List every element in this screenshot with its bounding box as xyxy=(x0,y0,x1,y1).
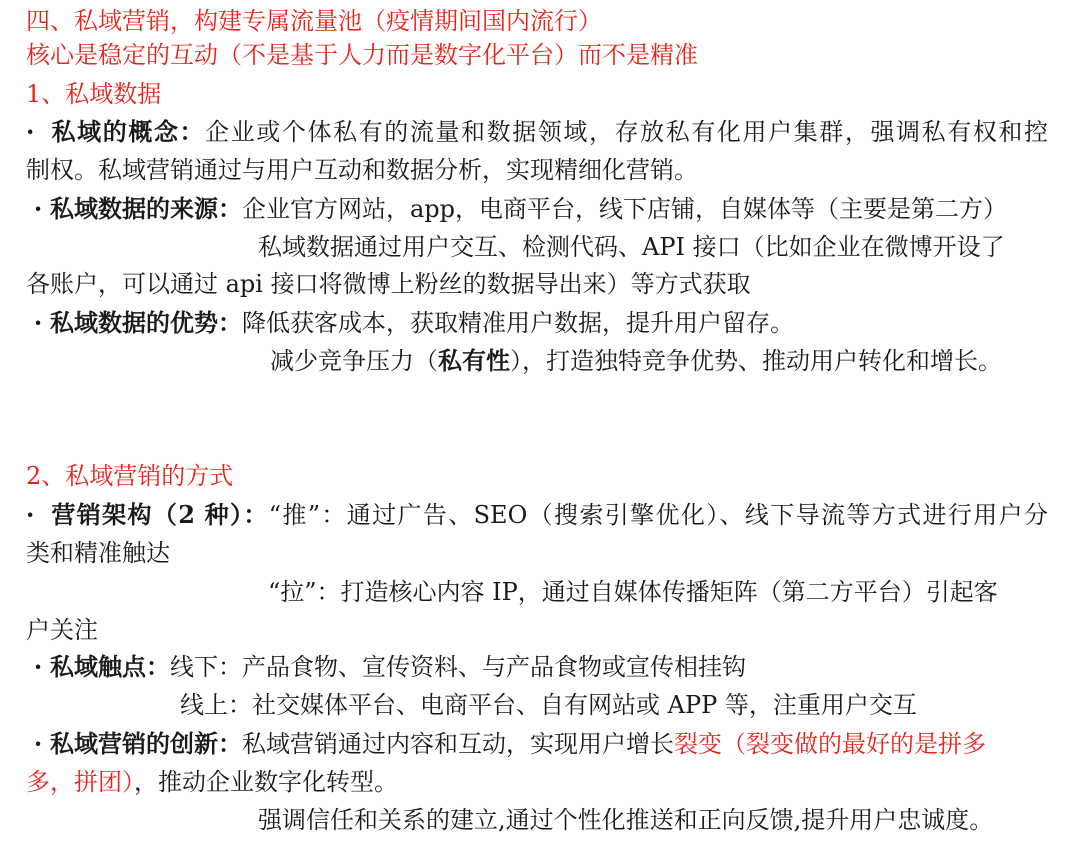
advantages-line2 xyxy=(270,342,1002,380)
architecture-line1 xyxy=(26,496,1048,534)
bullet-icon: · xyxy=(33,308,43,337)
touchpoints-offline: 线下：产品食物、宣传资料、与产品食物或宣传相挂钩 xyxy=(170,653,746,681)
subsection-1-title: 1、私域数据 xyxy=(26,80,162,108)
innovation-label: 私域营销的创新： xyxy=(50,729,242,758)
bullet-icon: · xyxy=(33,194,43,223)
innovation-line1 xyxy=(26,725,986,763)
touchpoints-label: 私域触点： xyxy=(50,652,170,681)
sources-text-3: 各账户，可以通过 api 接口将微博上粉丝的数据导出来）等方式获取 xyxy=(26,270,751,298)
advantages-label: 私域数据的优势： xyxy=(50,308,242,337)
pull-text-1: “拉”：打造核心内容 IP，通过自媒体传播矩阵（第二方平台）引起客 xyxy=(268,578,998,606)
advantages-text-2-bold: 私有性 xyxy=(438,346,510,375)
innovation-text-1a: 私域营销通过内容和互动，实现用户增长 xyxy=(242,730,674,758)
sources-text-1: 企业官方网站，app，电商平台，线下店铺，自媒体等（主要是第二方） xyxy=(242,195,1008,223)
touchpoints-line1 xyxy=(26,648,746,686)
advantages-line1 xyxy=(26,304,794,342)
bullet-icon: · xyxy=(26,500,35,529)
subsection-2-title: 2、私域营销的方式 xyxy=(26,462,234,490)
advantages-text-2b: ），打造独特竞争优势、推动用户转化和增长。 xyxy=(510,347,1002,375)
section-4-title: 四、私域营销，构建专属流量池（疫情期间国内流行） xyxy=(26,7,602,35)
advantages-text-1: 降低获客成本，获取精准用户数据，提升用户留存。 xyxy=(242,309,794,337)
architecture-justify xyxy=(26,496,1048,534)
concept-label: 私域的概念： xyxy=(50,117,206,146)
sources-text-2: 私域数据通过用户交互、检测代码、API 接口（比如企业在微博开设了 xyxy=(258,233,1005,261)
concept-paragraph-line1 xyxy=(26,113,1048,151)
core-note: 核心是稳定的互动（不是基于人力而是数字化平台）而不是精准 xyxy=(26,41,698,69)
push-text-2: 类和精准触达 xyxy=(26,539,170,567)
pull-text-2: 户关注 xyxy=(26,616,98,644)
sources-line1 xyxy=(26,190,1007,228)
concept-text-1: 企业或个体私有的流量和数据领域，存放私有化用户集群，强调私有权和控 xyxy=(205,118,1049,146)
architecture-label: 营销架构（2 种）： xyxy=(50,500,269,529)
bullet-icon: · xyxy=(26,117,35,146)
bullet-icon: · xyxy=(33,652,43,681)
innovation-text-2-red: 多，拼团） xyxy=(26,768,134,796)
concept-justify xyxy=(26,113,1048,151)
innovation-text-1-red: 裂变（裂变做的最好的是拼多 xyxy=(674,730,986,758)
concept-text-2: 制权。私域营销通过与用户互动和数据分析，实现精细化营销。 xyxy=(26,156,698,184)
innovation-text-2b: ，推动企业数字化转型。 xyxy=(134,768,398,796)
touchpoints-online: 线上：社交媒体平台、电商平台、自有网站或 APP 等，注重用户交互 xyxy=(180,691,917,719)
innovation-text-3: 强调信任和关系的建立,通过个性化推送和正向反馈,提升用户忠诚度。 xyxy=(258,806,994,834)
sources-label: 私域数据的来源： xyxy=(50,194,242,223)
bullet-icon: · xyxy=(33,729,43,758)
push-text-1: “推”：通过广告、SEO（搜索引擎优化）、线下导流等方式进行用户分 xyxy=(268,501,1048,529)
innovation-line2 xyxy=(26,763,398,801)
advantages-text-2a: 减少竞争压力（ xyxy=(270,347,438,375)
